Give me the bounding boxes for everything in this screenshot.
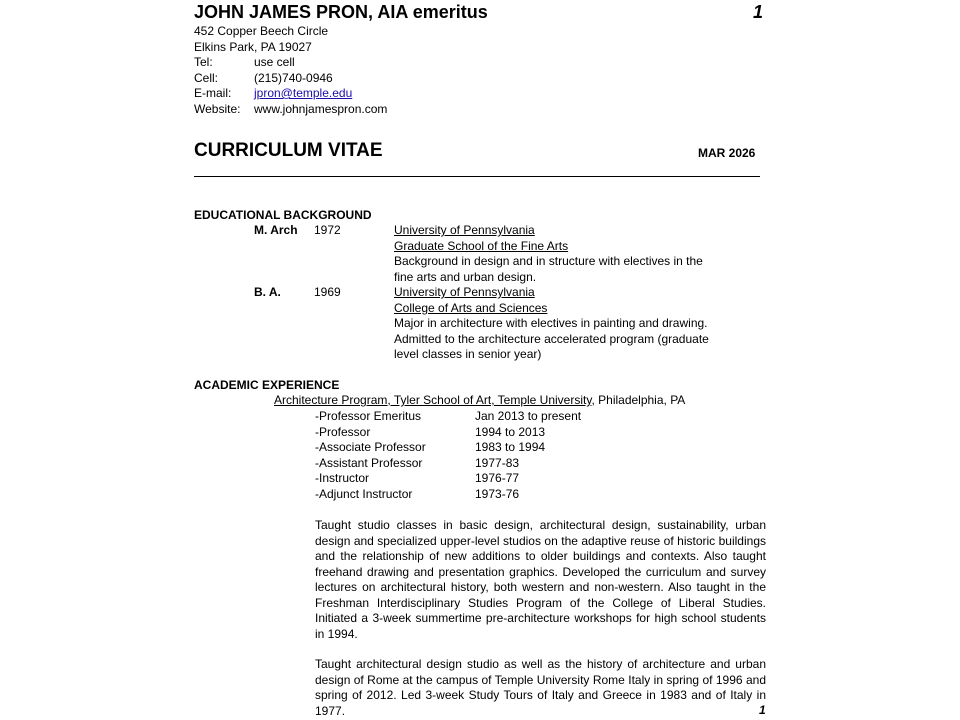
email-link[interactable]: jpron@temple.edu (254, 86, 353, 100)
position-period: 1983 to 1994 (475, 440, 546, 454)
address-line-2: Elkins Park, PA 19027 (194, 39, 312, 54)
position-row (315, 471, 581, 487)
tel-value: use cell (254, 55, 295, 69)
document-title: CURRICULUM VITAE (194, 140, 383, 161)
institution-block (394, 223, 719, 285)
document-date: MAR 2026 (698, 146, 756, 160)
address-line-1: 452 Copper Beech Circle (194, 24, 329, 38)
cell-value: (215)740-0946 (254, 70, 333, 85)
contact-block (194, 24, 387, 117)
rome-paragraph: Taught architectural design studio as well as the history of architecture and urban design of Rome at the campus of Temple University Rome Italy in spring of 1996 and spring of 2012. Led 3-week Study Tours of Italy and Greece in 1983 and of Italy in 1977. (315, 657, 766, 718)
email-label: E-mail: (194, 86, 232, 100)
position-title: -Professor (315, 424, 371, 439)
degree: M. Arch (254, 223, 298, 237)
website-row (194, 102, 387, 118)
tel-row (194, 55, 387, 71)
position-title: -Instructor (315, 471, 370, 485)
position-title: -Professor Emeritus (315, 409, 422, 423)
college-name: Graduate School of the Fine Arts (394, 238, 569, 253)
degree-description: Major in architecture with electives in painting and drawing. Admitted to the architecture accelerated program (graduate level classes in senior year) (394, 316, 709, 361)
position-period: 1973-76 (475, 486, 520, 501)
position-row (315, 440, 581, 456)
position-row (315, 487, 581, 503)
degree-year: 1969 (314, 285, 341, 299)
position-period: 1994 to 2013 (475, 424, 546, 439)
academic-institution (274, 393, 685, 409)
college-name: College of Arts and Sciences (394, 300, 548, 315)
education-entry (194, 223, 719, 285)
degree-year: 1972 (314, 223, 341, 237)
page-number-bottom: 1 (759, 703, 766, 717)
cell-row (194, 71, 387, 87)
degree: B. A. (254, 285, 281, 299)
position-period: 1976-77 (475, 471, 520, 485)
cell-label: Cell: (194, 70, 219, 85)
positions-list (315, 409, 581, 502)
institution-location: , Philadelphia, PA (591, 393, 686, 407)
website-value: www.johnjamespron.com (254, 101, 388, 116)
position-row (315, 425, 581, 441)
degree-description: Background in design and in structure with electives in the fine arts and urban design. (394, 254, 703, 284)
position-title: -Assistant Professor (315, 455, 423, 470)
school-name: University of Pennsylvania (394, 285, 535, 299)
institution-block (394, 285, 719, 363)
website-label: Website: (194, 101, 241, 116)
position-period: 1977-83 (475, 455, 520, 470)
academic-heading: ACADEMIC EXPERIENCE (194, 378, 340, 392)
position-period: Jan 2013 to present (475, 409, 582, 423)
tel-label: Tel: (194, 55, 213, 69)
page-number-top: 1 (753, 2, 764, 22)
position-title: -Adjunct Instructor (315, 486, 413, 501)
title-divider (194, 176, 760, 177)
position-title: -Associate Professor (315, 440, 426, 454)
position-row (315, 456, 581, 472)
institution-name: Architecture Program, Tyler School of Art, Temple University (274, 393, 592, 407)
teaching-paragraph: Taught studio classes in basic design, architectural design, sustainability, urban design and specialized upper-level studios on the adaptive reuse of historic buildings and the relationship of new additions to older buildings and contexts. Also taught freehand drawing and presentation graphics. Developed the curriculum and survey lectures on architectural history, both western and non-western. Also taught in the Freshman Interdisciplinary Studies Program of the College of Liberal Studies. Initiated a 3-week summertime pre-architecture workshops for high school students in 1994. (315, 518, 766, 641)
school-name: University of Pennsylvania (394, 223, 535, 237)
education-heading: EDUCATIONAL BACKGROUND (194, 208, 372, 222)
author-name: JOHN JAMES PRON, AIA emeritus (194, 2, 488, 22)
email-row (194, 86, 387, 102)
position-row (315, 409, 581, 425)
education-entry (194, 285, 719, 363)
